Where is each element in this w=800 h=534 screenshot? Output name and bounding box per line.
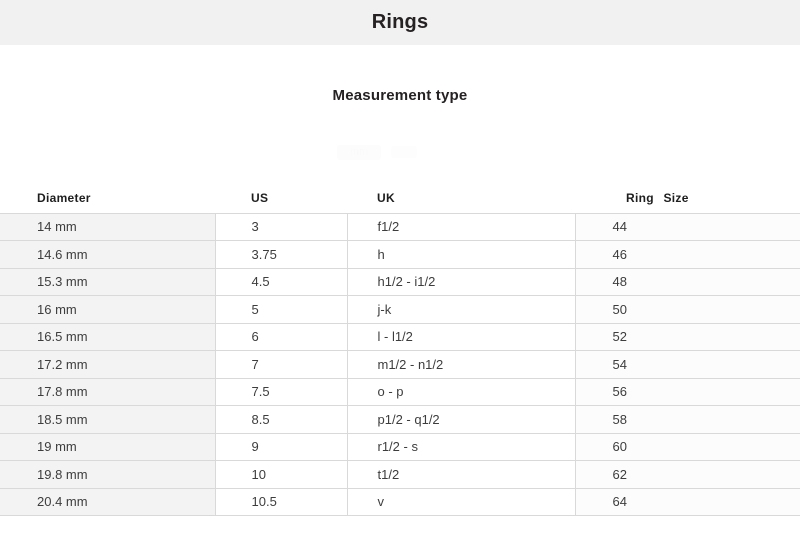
table-header bbox=[0, 183, 800, 213]
table-row bbox=[0, 488, 800, 516]
cell-diameter: 16.5 mm bbox=[0, 323, 215, 351]
cell-us: 8.5 bbox=[215, 406, 347, 434]
cell-ring-size: 52 bbox=[575, 323, 800, 351]
cell-us: 10 bbox=[215, 461, 347, 489]
table-row bbox=[0, 461, 800, 489]
cell-diameter: 20.4 mm bbox=[0, 488, 215, 516]
cell-uk: l - l1/2 bbox=[347, 323, 575, 351]
cell-ring-size: 60 bbox=[575, 433, 800, 461]
cell-diameter: 15.3 mm bbox=[0, 268, 215, 296]
cell-diameter: 19 mm bbox=[0, 433, 215, 461]
cell-ring-size: 48 bbox=[575, 268, 800, 296]
column-header-us: US bbox=[215, 183, 347, 213]
cell-diameter: 16 mm bbox=[0, 296, 215, 324]
cell-uk: j-k bbox=[347, 296, 575, 324]
cell-us: 3.75 bbox=[215, 241, 347, 269]
cell-diameter: 14.6 mm bbox=[0, 241, 215, 269]
cell-diameter: 17.2 mm bbox=[0, 351, 215, 379]
cell-us: 9 bbox=[215, 433, 347, 461]
cell-uk: h1/2 - i1/2 bbox=[347, 268, 575, 296]
cell-ring-size: 62 bbox=[575, 461, 800, 489]
cell-us: 5 bbox=[215, 296, 347, 324]
table-row bbox=[0, 323, 800, 351]
unit-selector-ghost[interactable] bbox=[337, 144, 423, 160]
column-header-uk: UK bbox=[347, 183, 575, 213]
table-row bbox=[0, 433, 800, 461]
cell-uk: f1/2 bbox=[347, 213, 575, 241]
cell-us: 3 bbox=[215, 213, 347, 241]
table-row bbox=[0, 406, 800, 434]
cell-diameter: 17.8 mm bbox=[0, 378, 215, 406]
cell-uk: p1/2 - q1/2 bbox=[347, 406, 575, 434]
cell-uk: r1/2 - s bbox=[347, 433, 575, 461]
cell-ring-size: 46 bbox=[575, 241, 800, 269]
cell-us: 4.5 bbox=[215, 268, 347, 296]
cell-uk: t1/2 bbox=[347, 461, 575, 489]
unit-option-mm[interactable]: mm bbox=[337, 145, 381, 160]
cell-ring-size: 56 bbox=[575, 378, 800, 406]
table-body bbox=[0, 213, 800, 516]
column-header-ring-size: Ring Size bbox=[575, 183, 800, 213]
table-row bbox=[0, 241, 800, 269]
page-header bbox=[0, 0, 800, 45]
cell-uk: h bbox=[347, 241, 575, 269]
cell-ring-size: 58 bbox=[575, 406, 800, 434]
table-row bbox=[0, 378, 800, 406]
measurement-type-heading: Measurement type bbox=[332, 87, 468, 104]
cell-us: 7 bbox=[215, 351, 347, 379]
cell-ring-size: 44 bbox=[575, 213, 800, 241]
column-header-diameter: Diameter bbox=[0, 183, 215, 213]
cell-us: 7.5 bbox=[215, 378, 347, 406]
table-row bbox=[0, 268, 800, 296]
cell-ring-size: 64 bbox=[575, 488, 800, 516]
table-row bbox=[0, 213, 800, 241]
ring-size-table bbox=[0, 183, 800, 516]
table-row bbox=[0, 351, 800, 379]
cell-us: 10.5 bbox=[215, 488, 347, 516]
cell-uk: m1/2 - n1/2 bbox=[347, 351, 575, 379]
cell-ring-size: 54 bbox=[575, 351, 800, 379]
cell-diameter: 18.5 mm bbox=[0, 406, 215, 434]
cell-us: 6 bbox=[215, 323, 347, 351]
table-row bbox=[0, 296, 800, 324]
unit-option-faded[interactable] bbox=[391, 146, 417, 158]
page-title: Rings bbox=[371, 11, 429, 33]
cell-uk: o - p bbox=[347, 378, 575, 406]
cell-diameter: 14 mm bbox=[0, 213, 215, 241]
cell-diameter: 19.8 mm bbox=[0, 461, 215, 489]
cell-ring-size: 50 bbox=[575, 296, 800, 324]
cell-uk: v bbox=[347, 488, 575, 516]
table-header-row bbox=[0, 183, 800, 213]
